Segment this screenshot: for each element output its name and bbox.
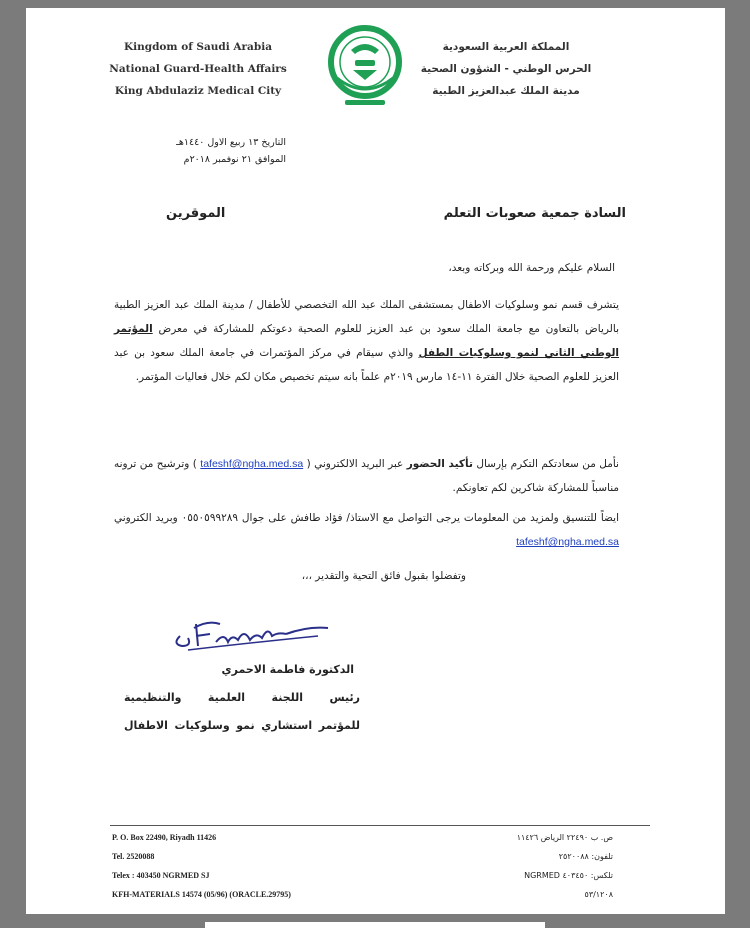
conference-name: المؤتمر الوطني الثاني لنمو وسلوكيات الطفل bbox=[114, 323, 620, 359]
footer-ar-line-2: تلفون: ٢٥٢٠٠٨٨ bbox=[558, 852, 613, 861]
confirm-attendance: تأكيد الحضور bbox=[406, 458, 473, 470]
paragraph2-text-a: نأمل من سعادتكم التكرم بإرسال bbox=[472, 458, 619, 470]
footer-ar-line-3: تلكس: ٤٠٣٤٥٠ NGRMED bbox=[524, 871, 613, 880]
signatory-title-2: للمؤتمر استشاري نمو وسلوكيات الاطفال bbox=[124, 719, 360, 732]
header-ar-line-1: المملكة العربية السعودية bbox=[442, 41, 570, 53]
footer-ar-line-4: ٥٣/١٢٠٨ bbox=[584, 890, 613, 899]
signature-block bbox=[124, 656, 360, 740]
footer-ar-line-1: ص. ب ٢٢٤٩٠ الرياض ١١٤٢٦ bbox=[516, 833, 613, 842]
addressee-name: السادة جمعية صعوبات التعلم bbox=[443, 206, 626, 221]
footer-english bbox=[112, 828, 291, 904]
footer-en-line-1: P. O. Box 22490, Riyadh 11426 bbox=[112, 833, 217, 842]
header-english bbox=[108, 36, 288, 102]
paragraph1-text-b: والذي سيقام في مركز المؤتمرات في جامعة الملك سعود بن عبد العزيز للعلوم الصحية خلال الفترة ١١-١٤ مارس ٢٠١٩م علماً بانه سيتم تخصيص مكان لكم خلال فعاليات المؤتمر. bbox=[114, 347, 619, 383]
addressee bbox=[166, 206, 626, 221]
header-ar-line-2: الحرس الوطني - الشؤون الصحية bbox=[420, 63, 592, 75]
paragraph-contact bbox=[114, 506, 619, 554]
header-en-line-3: King Abdulaziz Medical City bbox=[114, 85, 282, 97]
letter-page bbox=[26, 8, 725, 914]
header-en-line-1: Kingdom of Saudi Arabia bbox=[124, 41, 272, 53]
signatory-title-1: رئيس اللجنة العلمية والتنظيمية bbox=[124, 691, 360, 704]
gregorian-date: الموافق ٢١ نوفمبر ٢٠١٨م bbox=[183, 154, 286, 165]
hijri-date: التاريخ ١٣ ربيع الاول ١٤٤٠هـ bbox=[176, 137, 286, 148]
bottom-strip bbox=[205, 922, 545, 928]
national-guard-health-logo bbox=[325, 20, 405, 112]
footer-divider bbox=[110, 825, 650, 826]
paragraph2-text-c: ) وترشيح من ترونه مناسباً للمشاركة شاكرين لكم تعاونكم. bbox=[114, 458, 619, 494]
closing-line: وتفضلوا بقبول فائق التحية والتقدير ،،، bbox=[301, 570, 466, 582]
email-link-1[interactable]: tafeshf@ngha.med.sa bbox=[200, 458, 304, 470]
paragraph-confirmation bbox=[114, 452, 619, 500]
email-link-2[interactable]: tafeshf@ngha.med.sa bbox=[516, 536, 619, 548]
date-block bbox=[146, 134, 286, 168]
footer-en-line-3: Telex : 403450 NGRMED SJ bbox=[112, 871, 210, 880]
header-en-line-2: National Guard-Health Affairs bbox=[109, 63, 287, 75]
footer-en-line-2: Tel. 2520088 bbox=[112, 852, 155, 861]
paragraph1-text-a: يتشرف قسم نمو وسلوكيات الاطفال بمستشفى الملك عبد الله التخصصي للأطفال / مدينة الملك عبد العزيز الطبية بالرياض بالتعاون مع جامعة الملك سعود بن عبد العزيز للعلوم الصحية دعوتكم للمشاركة في معرض bbox=[114, 299, 619, 335]
handwritten-signature bbox=[168, 606, 338, 654]
greeting: السلام عليكم ورحمة الله وبركاته وبعد، bbox=[448, 262, 615, 274]
footer-en-line-4: KFH-MATERIALS 14574 (05/96) (ORACLE.29795) bbox=[112, 890, 291, 899]
header-arabic bbox=[411, 36, 601, 102]
paragraph3-text: ايضاً للتنسيق ولمزيد من المعلومات يرجى التواصل مع الاستاذ/ فؤاد طافش على جوال ٠٥٥٠٥٩٩٢٨٩ وبريد الكتروني bbox=[114, 512, 619, 524]
addressee-honorific: الموقرين bbox=[166, 206, 226, 221]
header-ar-line-3: مدينة الملك عبدالعزيز الطبية bbox=[432, 85, 580, 97]
signatory-name: الدكتورة فاطمة الاحمري bbox=[221, 663, 354, 676]
paragraph-invitation bbox=[114, 293, 619, 389]
paragraph2-text-b: عبر البريد الالكتروني ( bbox=[303, 458, 407, 470]
footer-arabic bbox=[453, 828, 613, 904]
